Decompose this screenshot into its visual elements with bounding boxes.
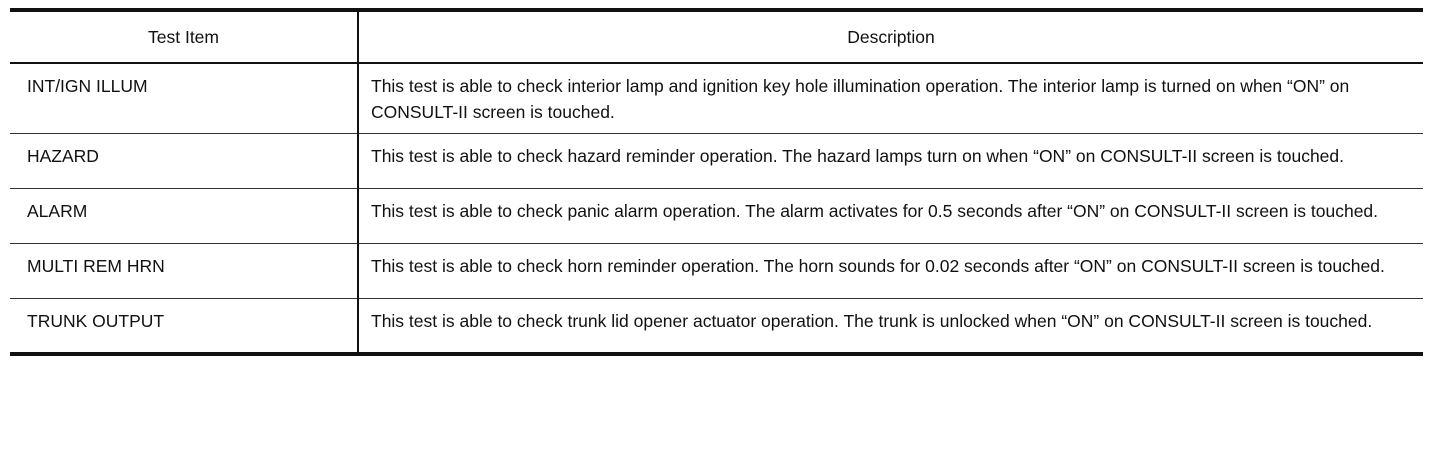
test-item-table-container [10, 8, 1423, 356]
row-test-item: TRUNK OUTPUT [10, 299, 358, 354]
header-description: Description [358, 10, 1423, 63]
header-test-item: Test Item [10, 10, 358, 63]
table-row [10, 299, 1423, 354]
table-header-row [10, 10, 1423, 63]
test-item-table [10, 8, 1423, 356]
row-description: This test is able to check horn reminder operation. The horn sounds for 0.02 seconds after “ON” on CONSULT-II screen is touched. [358, 244, 1423, 299]
row-description: This test is able to check hazard reminder operation. The hazard lamps turn on when “ON” on CONSULT-II screen is touched. [358, 134, 1423, 189]
table-row [10, 189, 1423, 244]
table-row [10, 244, 1423, 299]
table-row [10, 63, 1423, 134]
row-description: This test is able to check panic alarm operation. The alarm activates for 0.5 seconds after “ON” on CONSULT-II screen is touched. [358, 189, 1423, 244]
row-test-item: HAZARD [10, 134, 358, 189]
row-test-item: INT/IGN ILLUM [10, 63, 358, 134]
row-test-item: MULTI REM HRN [10, 244, 358, 299]
row-description: This test is able to check trunk lid opener actuator operation. The trunk is unlocked when “ON” on CONSULT-II screen is touched. [371, 311, 1373, 331]
row-description: This test is able to check interior lamp and ignition key hole illumination operation. The interior lamp is turned on when “ON” on CONSULT-II screen is touched. [358, 63, 1423, 134]
row-test-item: ALARM [10, 189, 358, 244]
table-row [10, 134, 1423, 189]
